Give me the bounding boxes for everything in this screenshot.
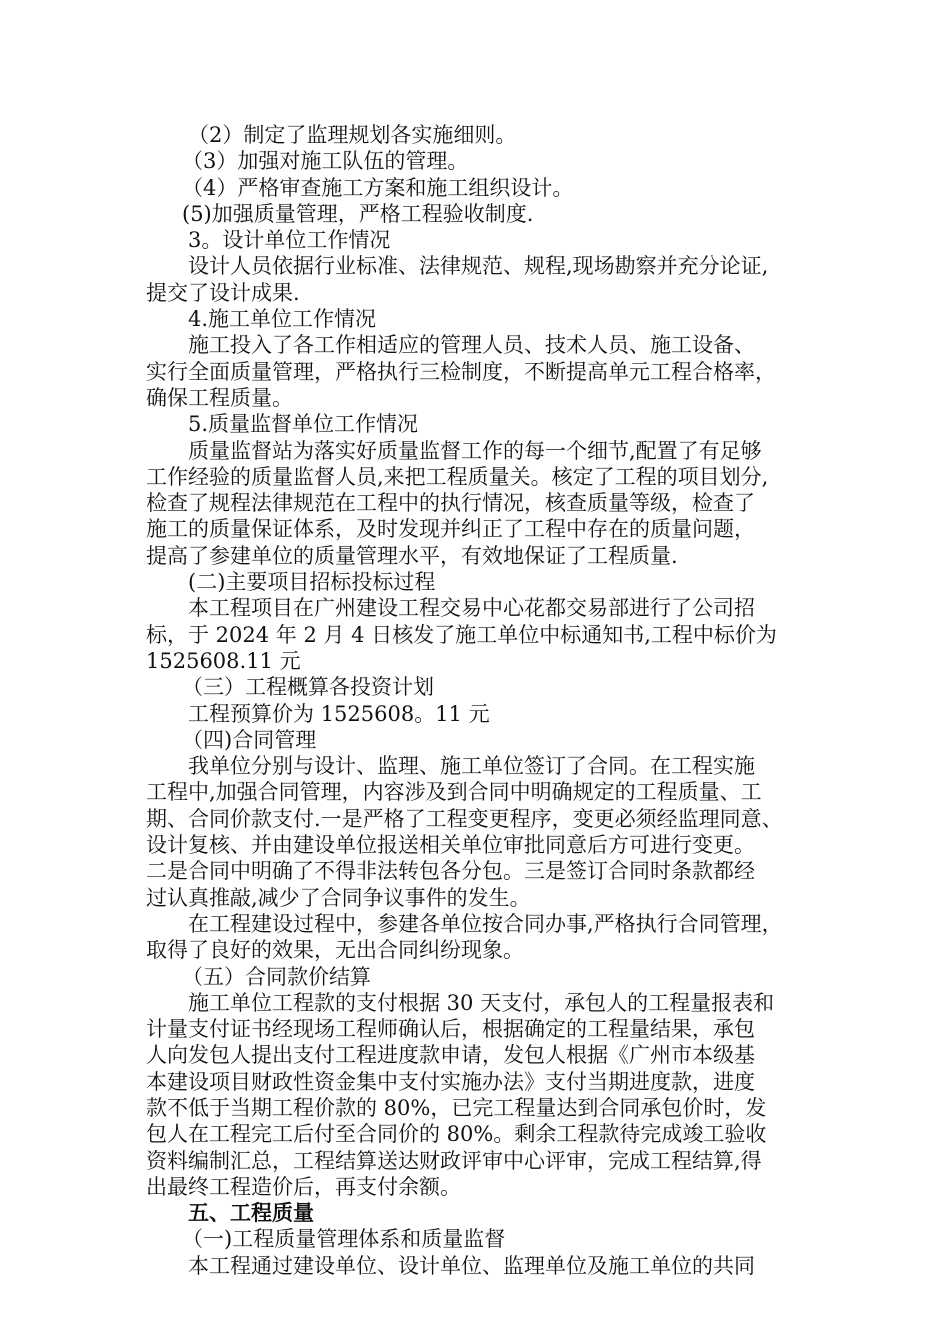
- text-line: 设计人员依据行业标准、法律规范、规程,现场勘察并充分论证,: [188, 254, 769, 279]
- text-line: 施工的质量保证体系，及时发现并纠正了工程中存在的质量问题，: [146, 517, 755, 542]
- text-line: （4）严格审查施工方案和施工组织设计。: [182, 175, 574, 200]
- text-line: 施工投入了各工作相适应的管理人员、技术人员、施工设备、: [188, 333, 755, 358]
- text-line: 工作经验的质量监督人员,来把工程质量关。核定了工程的项目划分,: [146, 464, 769, 489]
- section-heading: （四)合同管理: [182, 727, 317, 752]
- section-heading: (二)主要项目招标投标过程: [188, 570, 436, 595]
- text-line: 本工程通过建设单位、设计单位、监理单位及施工单位的共同: [188, 1253, 755, 1278]
- text-line: 实行全面质量管理，严格执行三检制度，不断提高单元工程合格率，: [146, 359, 776, 384]
- text-line: 出最终工程造价后，再支付余额。: [146, 1174, 461, 1199]
- text-line: 施工单位工程款的支付根据 30 天支付，承包人的工程量报表和: [188, 990, 775, 1015]
- text-line: 本建设项目财政性资金集中支付实施办法》支付当期进度款，进度: [146, 1069, 755, 1094]
- text-line: 二是合同中明确了不得非法转包各分包。三是签订合同时条款都经: [146, 859, 755, 884]
- text-line: （3）加强对施工队伍的管理。: [182, 149, 469, 174]
- text-line: 计量支付证书经现场工程师确认后，根据确定的工程量结果，承包: [146, 1017, 755, 1042]
- document-body: [146, 122, 818, 1279]
- text-line: 过认真推敲,减少了合同争议事件的发生。: [146, 885, 531, 910]
- section-heading: （三）工程概算各投资计划: [182, 675, 434, 700]
- text-line: 提高了参建单位的质量管理水平，有效地保证了工程质量.: [146, 543, 678, 568]
- text-line: 款不低于当期工程价款的 80%，已完工程量达到合同承包价时，发: [146, 1095, 767, 1120]
- text-line: 人向发包人提出支付工程进度款申请，发包人根据《广州市本级基: [146, 1043, 755, 1068]
- text-line: 包人在工程完工后付至合同价的 80%。剩余工程款待完成竣工验收: [146, 1122, 767, 1147]
- text-line: 提交了设计成果.: [146, 280, 300, 305]
- text-line: 确保工程质量。: [146, 385, 293, 410]
- text-line: 在工程建设过程中，参建各单位按合同办事,严格执行合同管理，: [188, 911, 783, 936]
- text-line: （2）制定了监理规划各实施细则。: [188, 123, 517, 147]
- section-heading: 4.施工单位工作情况: [188, 307, 377, 332]
- text-line: 1525608.11 元: [146, 648, 301, 673]
- text-line: 工程中,加强合同管理，内容涉及到合同中明确规定的工程质量、工: [146, 780, 762, 805]
- text-line: 检查了规程法律规范在工程中的执行情况，核查质量等级，检查了: [146, 491, 755, 516]
- text-line: 期、合同价款支付.一是严格了工程变更程序，变更必须经监理同意、: [146, 806, 783, 831]
- text-line: (5)加强质量管理，严格工程验收制度.: [182, 201, 534, 226]
- section-heading: （五）合同款价结算: [182, 964, 371, 989]
- text-line: 我单位分别与设计、监理、施工单位签订了合同。在工程实施: [188, 754, 755, 779]
- section-heading: 5.质量监督单位工作情况: [188, 412, 419, 437]
- text-line: 本工程项目在广州建设工程交易中心花都交易部进行了公司招: [188, 596, 755, 621]
- chapter-heading: 五、工程质量: [188, 1200, 314, 1226]
- text-line: 取得了良好的效果，无出合同纠纷现象。: [146, 938, 524, 963]
- section-heading: （一)工程质量管理体系和质量监督: [182, 1227, 506, 1252]
- section-heading: 3。设计单位工作情况: [188, 228, 391, 253]
- text-line: 设计复核、并由建设单位报送相关单位审批同意后方可进行变更。: [146, 833, 755, 858]
- text-line: 标，于 2024 年 2 月 4 日核发了施工单位中标通知书,工程中标价为: [146, 622, 777, 647]
- text-line: 质量监督站为落实好质量监督工作的每一个细节,配置了有足够: [188, 438, 762, 463]
- text-line: 工程预算价为 1525608。11 元: [188, 701, 490, 726]
- text-line: 资料编制汇总，工程结算送达财政评审中心评审，完成工程结算,得: [146, 1148, 762, 1173]
